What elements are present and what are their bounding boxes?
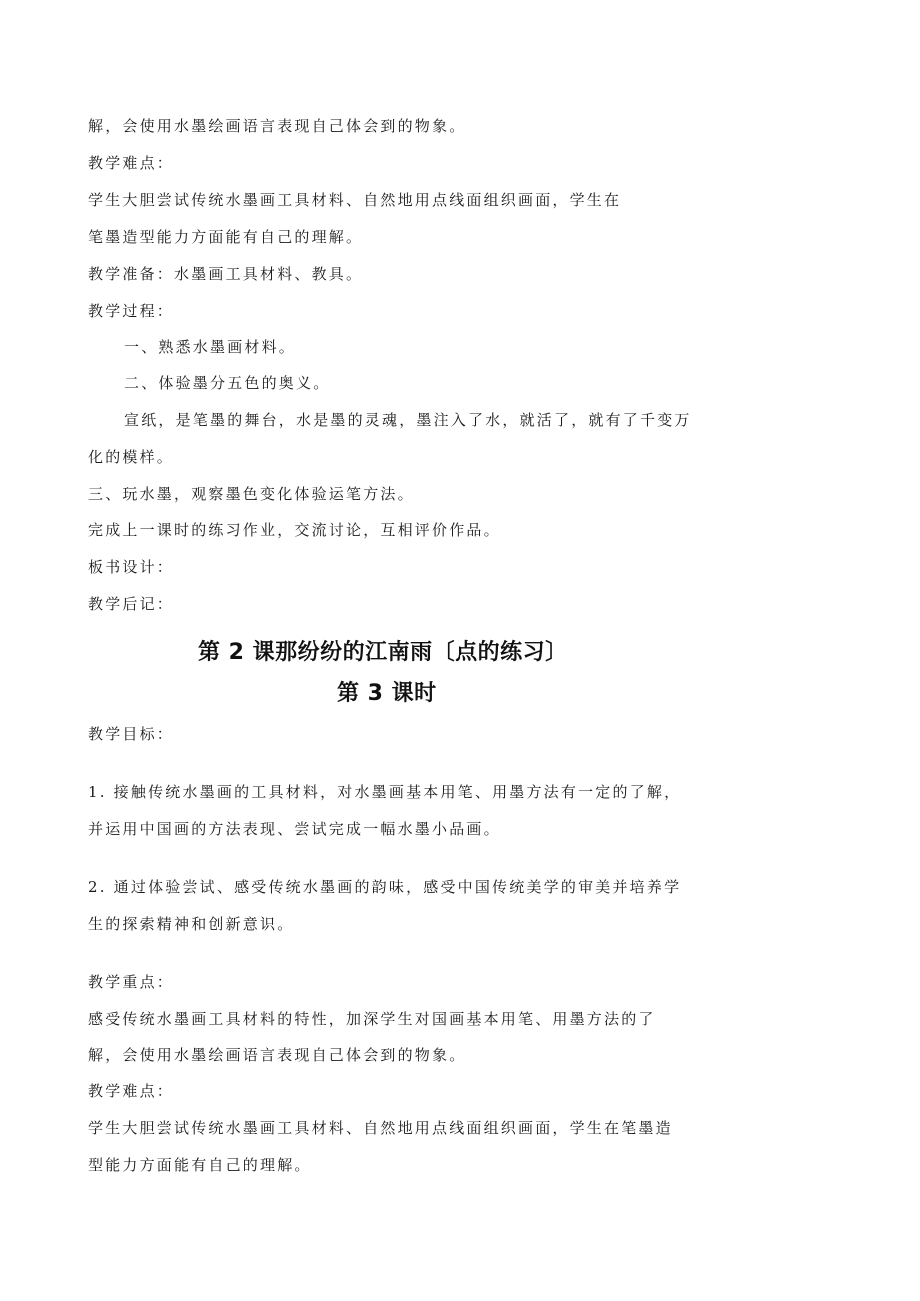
- step-item: 二、体验墨分五色的奥义。: [124, 374, 331, 392]
- objectives-label: 教学目标：: [88, 725, 175, 743]
- lesson-title: 第 2 课那纷纷的江南雨〔点的练习〕: [198, 640, 568, 665]
- objective-line: 并运用中国画的方法表现、尝试完成一幅水墨小品画。: [88, 820, 501, 838]
- paragraph-line: 型能力方面能有自己的理解。: [88, 1156, 312, 1174]
- step-item: 一、熟悉水墨画材料。: [124, 338, 297, 356]
- paragraph-line: 解，会使用水墨绘画语言表现自己体会到的物象。: [88, 1046, 467, 1064]
- paragraph-line: 解，会使用水墨绘画语言表现自己体会到的物象。: [88, 117, 467, 135]
- process-label: 教学过程：: [88, 302, 175, 320]
- homework-line: 完成上一课时的练习作业，交流讨论，互相评价作品。: [88, 521, 501, 539]
- objective-line: 2. 通过体验尝试、感受传统水墨画的韵味，感受中国传统美学的审美并培养学: [88, 878, 682, 896]
- board-design-label: 板书设计：: [88, 558, 175, 576]
- postscript-label: 教学后记：: [88, 595, 175, 613]
- paragraph-line: 学生大胆尝试传统水墨画工具材料、自然地用点线面组织画面，学生在: [88, 191, 622, 209]
- objective-line: 生的探索精神和创新意识。: [88, 915, 295, 933]
- paragraph-line: 感受传统水墨画工具材料的特性，加深学生对国画基本用笔、用墨方法的了: [88, 1010, 656, 1028]
- objective-line: 1. 接触传统水墨画的工具材料，对水墨画基本用笔、用墨方法有一定的了解，: [88, 783, 682, 801]
- paragraph-line: 学生大胆尝试传统水墨画工具材料、自然地用点线面组织画面，学生在笔墨造: [88, 1119, 673, 1137]
- step-item: 三、玩水墨，观察墨色变化体验运笔方法。: [88, 485, 415, 503]
- paragraph-line: 宣纸，是笔墨的舞台，水是墨的灵魂，墨注入了水，就活了，就有了千变万: [124, 411, 692, 429]
- difficulty-label: 教学难点：: [88, 1082, 175, 1100]
- difficulty-label: 教学难点：: [88, 154, 175, 172]
- lesson-subtitle: 第 3 课时: [337, 681, 437, 706]
- key-points-label: 教学重点：: [88, 973, 175, 991]
- paragraph-line: 化的模样。: [88, 448, 175, 466]
- paragraph-line: 笔墨造型能力方面能有自己的理解。: [88, 228, 364, 246]
- preparation-line: 教学准备：水墨画工具材料、教具。: [88, 265, 364, 283]
